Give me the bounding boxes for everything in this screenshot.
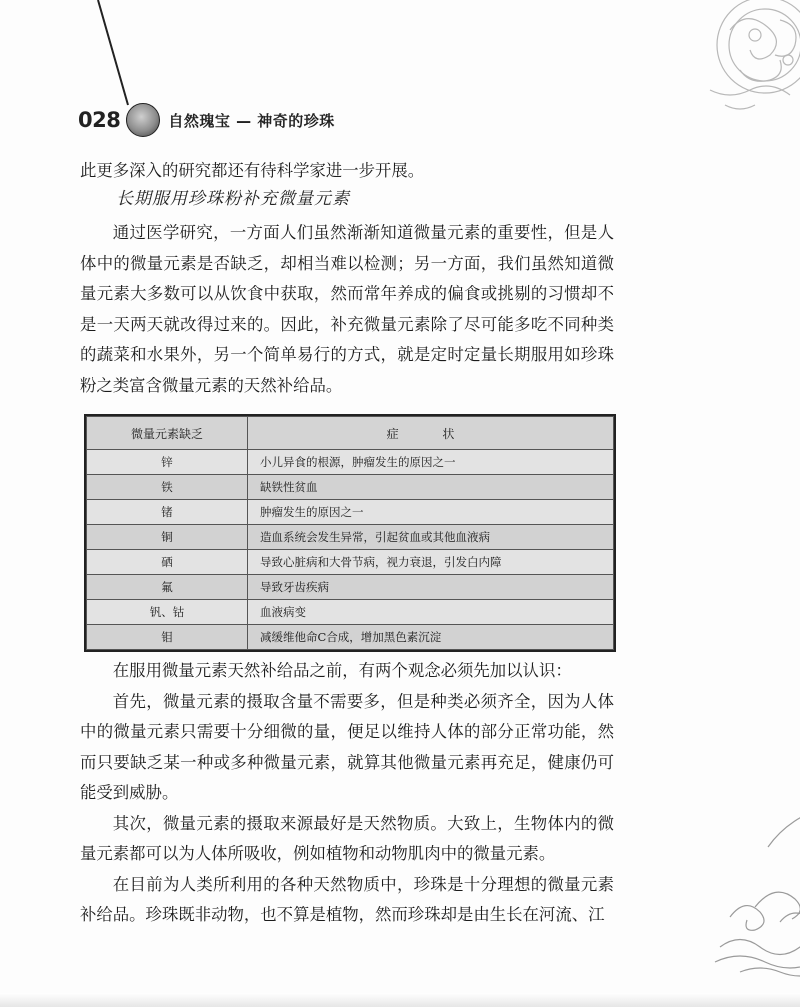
table-cell-element: 锌 (87, 450, 248, 475)
table-header-row (87, 417, 614, 450)
page-dot-icon (126, 103, 160, 137)
table-row (87, 575, 614, 600)
table-row (87, 525, 614, 550)
table-cell-symptom: 缺铁性贫血 (248, 475, 614, 500)
table-cell-symptom: 血液病变 (248, 600, 614, 625)
table-row (87, 475, 614, 500)
table-cell-element: 钼 (87, 625, 248, 650)
table-row (87, 550, 614, 575)
table-cell-element: 铁 (87, 475, 248, 500)
table-cell-symptom: 导致心脏病和大骨节病，视力衰退，引发白内障 (248, 550, 614, 575)
page-header (78, 103, 335, 137)
table-row (87, 600, 614, 625)
table-row (87, 450, 614, 475)
table-cell-symptom: 减缓维他命C合成，增加黑色素沉淀 (248, 625, 614, 650)
paragraph-1-block (80, 218, 614, 401)
table-cell-element: 硒 (87, 550, 248, 575)
table-cell-symptom: 导致牙齿疾病 (248, 575, 614, 600)
trace-element-table (84, 414, 616, 652)
body-text-after-table (80, 656, 614, 931)
cloud-swirl-ornament-icon (670, 0, 800, 140)
table-cell-symptom: 造血系统会发生异常，引起贫血或其他血液病 (248, 525, 614, 550)
table-cell-symptom: 肿瘤发生的原因之一 (248, 500, 614, 525)
page-number: 028 (78, 108, 121, 132)
table-header-symptom: 症 状 (248, 417, 614, 450)
table-cell-element: 锗 (87, 500, 248, 525)
table-cell-symptom: 小儿异食的根源，肿瘤发生的原因之一 (248, 450, 614, 475)
table-row (87, 500, 614, 525)
table-cell-element: 铜 (87, 525, 248, 550)
intro-line: 此更多深入的研究都还有待科学家进一步开展。 (80, 161, 425, 180)
book-title: 自然瑰宝 — 神奇的珍珠 (168, 111, 335, 130)
paragraph-3: 首先，微量元素的摄取含量不需要多，但是种类必须齐全，因为人体中的微量元素只需要十分细微的量，便足以维持人体的部分正常功能，然而只要缺乏某一种或多种微量元素，就算其他微量元素再充足，健康仍可能受到威胁。 (80, 691, 614, 802)
table-header-element: 微量元素缺乏 (87, 417, 248, 450)
paragraph-1: 通过医学研究，一方面人们虽然渐渐知道微量元素的重要性，但是人体中的微量元素是否缺乏，却相当难以检测；另一方面，我们虽然知道微量元素大多数可以从饮食中获取，然而常年养成的偏食或挑剔的习惯却不是一天两天就改得过来的。因此，补充微量元素除了尽可能多吃不同种类的蔬菜和水果外，另一个简单易行的方式，就是定时定量长期服用如珍珠粉之类富含微量元素的天然补给品。 (80, 223, 614, 395)
page-bottom-shade (0, 993, 800, 1007)
paragraph-5: 在目前为人类所利用的各种天然物质中，珍珠是十分理想的微量元素补给品。珍珠既非动物，也不算是植物，然而珍珠却是由生长在河流、江 (80, 874, 614, 924)
table-row (87, 625, 614, 650)
section-heading: 长期服用珍珠粉补充微量元素 (116, 189, 350, 209)
table-cell-element: 钒、钴 (87, 600, 248, 625)
paragraph-2: 在服用微量元素天然补给品之前，有两个观念必须先加以认识： (112, 661, 572, 680)
intro-text-block (80, 156, 614, 187)
paragraph-4: 其次，微量元素的摄取来源最好是天然物质。大致上，生物体内的微量元素都可以为人体所吸收，例如植物和动物肌肉中的微量元素。 (80, 813, 614, 863)
table-cell-element: 氟 (87, 575, 248, 600)
wave-ornament-icon (710, 797, 800, 987)
